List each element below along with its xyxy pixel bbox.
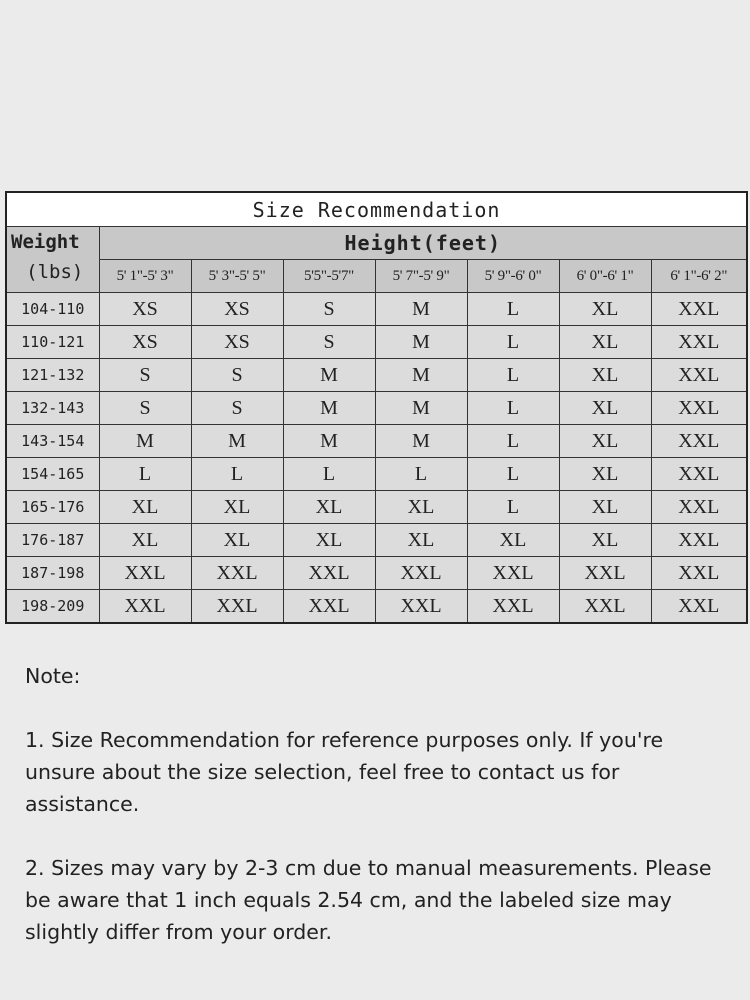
size-cell: L	[467, 425, 559, 458]
size-table-body	[6, 293, 747, 624]
height-column-header: 5' 3"-5' 5"	[191, 260, 283, 293]
size-cell: L	[375, 458, 467, 491]
size-cell: XXL	[651, 425, 747, 458]
size-cell: L	[191, 458, 283, 491]
weight-range-label: 110-121	[6, 326, 99, 359]
table-row	[6, 491, 747, 524]
table-row	[6, 557, 747, 590]
size-cell: XL	[559, 491, 651, 524]
size-cell: XXL	[651, 293, 747, 326]
size-cell: M	[375, 293, 467, 326]
table-row	[6, 458, 747, 491]
size-cell: XXL	[283, 590, 375, 624]
size-cell: XL	[99, 491, 191, 524]
size-cell: XXL	[99, 590, 191, 624]
size-cell: XS	[191, 326, 283, 359]
size-cell: XL	[467, 524, 559, 557]
size-cell: XL	[375, 491, 467, 524]
weight-header	[6, 227, 99, 293]
size-cell: XL	[559, 392, 651, 425]
size-cell: XXL	[651, 392, 747, 425]
size-cell: S	[191, 359, 283, 392]
weight-range-label: 132-143	[6, 392, 99, 425]
height-column-header: 5' 9"-6' 0"	[467, 260, 559, 293]
height-column-header: 6' 1"-6' 2"	[651, 260, 747, 293]
height-column-header: 5' 7"-5' 9"	[375, 260, 467, 293]
note-item-1: 1. Size Recommendation for reference purposes only. If you're unsure about the size selection, feel free to contact us for assistance.	[25, 728, 664, 816]
size-cell: XL	[283, 491, 375, 524]
weight-unit: (lbs)	[26, 261, 84, 283]
size-cell: L	[99, 458, 191, 491]
size-cell: M	[375, 359, 467, 392]
size-cell: XXL	[191, 590, 283, 624]
size-cell: XXL	[559, 557, 651, 590]
size-cell: L	[467, 392, 559, 425]
size-cell: XXL	[651, 491, 747, 524]
size-cell: M	[283, 425, 375, 458]
weight-label: Weight	[11, 231, 80, 253]
size-cell: XS	[99, 293, 191, 326]
size-cell: XXL	[651, 458, 747, 491]
size-cell: XL	[191, 491, 283, 524]
weight-range-label: 154-165	[6, 458, 99, 491]
notes-section	[25, 660, 725, 980]
size-cell: XL	[559, 458, 651, 491]
size-cell: M	[283, 392, 375, 425]
size-cell: XXL	[99, 557, 191, 590]
size-cell: M	[99, 425, 191, 458]
size-cell: L	[467, 326, 559, 359]
table-row	[6, 524, 747, 557]
table-row	[6, 590, 747, 624]
weight-range-label: 165-176	[6, 491, 99, 524]
table-row	[6, 425, 747, 458]
notes-heading: Note:	[25, 664, 81, 688]
size-cell: M	[375, 392, 467, 425]
size-cell: XXL	[191, 557, 283, 590]
size-cell: XXL	[283, 557, 375, 590]
size-cell: XL	[283, 524, 375, 557]
size-cell: XL	[99, 524, 191, 557]
weight-range-label: 198-209	[6, 590, 99, 624]
size-cell: XL	[559, 293, 651, 326]
size-cell: XS	[191, 293, 283, 326]
table-title: Size Recommendation	[6, 192, 747, 227]
size-cell: XXL	[467, 557, 559, 590]
weight-range-label: 143-154	[6, 425, 99, 458]
height-column-header: 5'5"-5'7"	[283, 260, 375, 293]
table-row	[6, 359, 747, 392]
size-cell: S	[191, 392, 283, 425]
size-cell: L	[467, 293, 559, 326]
size-cell: S	[283, 293, 375, 326]
size-cell: L	[283, 458, 375, 491]
size-cell: XL	[559, 425, 651, 458]
size-cell: L	[467, 359, 559, 392]
size-cell: XL	[375, 524, 467, 557]
size-cell: XXL	[375, 590, 467, 624]
table-row	[6, 326, 747, 359]
size-cell: XL	[559, 524, 651, 557]
size-cell: M	[375, 425, 467, 458]
weight-range-label: 176-187	[6, 524, 99, 557]
table-row	[6, 392, 747, 425]
size-cell: S	[99, 359, 191, 392]
note-item-2: 2. Sizes may vary by 2-3 cm due to manual measurements. Please be aware that 1 inch equals 2.54 cm, and the labeled size may slightly differ from your order.	[25, 856, 712, 944]
size-cell: XXL	[651, 359, 747, 392]
height-column-header: 5' 1"-5' 3"	[99, 260, 191, 293]
size-cell: XXL	[651, 524, 747, 557]
size-cell: XL	[191, 524, 283, 557]
size-recommendation-table	[5, 191, 748, 624]
size-cell: XXL	[375, 557, 467, 590]
size-cell: M	[375, 326, 467, 359]
weight-range-label: 104-110	[6, 293, 99, 326]
size-cell: XXL	[651, 326, 747, 359]
size-cell: S	[99, 392, 191, 425]
weight-range-label: 187-198	[6, 557, 99, 590]
size-cell: S	[283, 326, 375, 359]
weight-range-label: 121-132	[6, 359, 99, 392]
size-cell: XXL	[651, 557, 747, 590]
size-cell: XL	[559, 359, 651, 392]
height-header: Height(feet)	[99, 227, 747, 260]
table-row	[6, 293, 747, 326]
size-cell: L	[467, 491, 559, 524]
size-cell: XS	[99, 326, 191, 359]
height-column-header: 6' 0"-6' 1"	[559, 260, 651, 293]
size-chart	[5, 191, 746, 624]
size-cell: M	[191, 425, 283, 458]
height-columns-row	[6, 260, 747, 293]
size-cell: XXL	[651, 590, 747, 624]
size-cell: XXL	[467, 590, 559, 624]
size-cell: XXL	[559, 590, 651, 624]
size-cell: XL	[559, 326, 651, 359]
size-cell: L	[467, 458, 559, 491]
size-cell: M	[283, 359, 375, 392]
